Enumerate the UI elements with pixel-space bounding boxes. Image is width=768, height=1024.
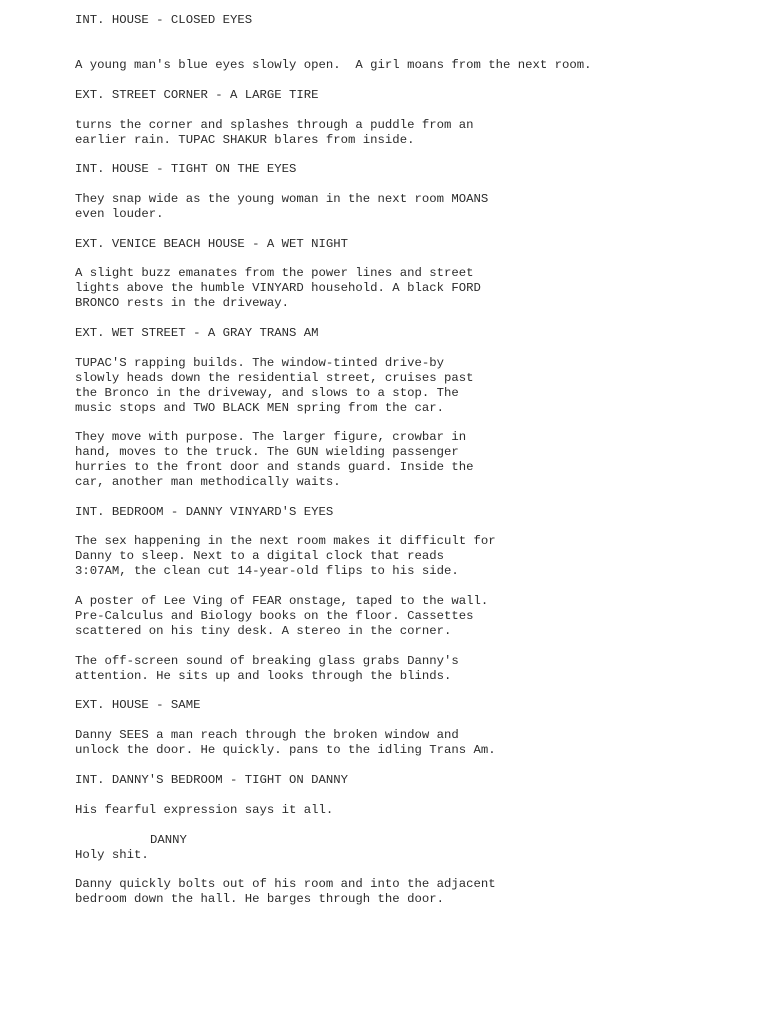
action-line: Danny to sleep. Next to a digital clock that reads <box>75 549 444 563</box>
scene-heading: EXT. HOUSE - SAME <box>75 698 201 712</box>
character-name: DANNY <box>150 833 187 847</box>
action-line: A poster of Lee Ving of FEAR onstage, taped to the wall. <box>75 594 489 608</box>
action-line: TUPAC'S rapping builds. The window-tinted drive-by <box>75 356 444 370</box>
action-line: Danny SEES a man reach through the broken window and <box>75 728 459 742</box>
scene-heading: INT. HOUSE - CLOSED EYES <box>75 13 253 27</box>
action-line: The sex happening in the next room makes it difficult for <box>75 534 496 548</box>
action-line: A slight buzz emanates from the power lines and street <box>75 266 474 280</box>
action-line: turns the corner and splashes through a puddle from an <box>75 118 474 132</box>
action-line: attention. He sits up and looks through the blinds. <box>75 669 452 683</box>
action-line: A young man's blue eyes slowly open. A girl moans from the next room. <box>75 58 592 72</box>
action-line: the Bronco in the driveway, and slows to a stop. The <box>75 386 459 400</box>
dialogue-line: Holy shit. <box>75 848 149 862</box>
action-line: music stops and TWO BLACK MEN spring from the car. <box>75 401 444 415</box>
action-line: unlock the door. He quickly. pans to the idling Trans Am. <box>75 743 496 757</box>
action-line: 3:07AM, the clean cut 14-year-old flips to his side. <box>75 564 459 578</box>
action-line: They snap wide as the young woman in the next room MOANS <box>75 192 489 206</box>
action-line: The off-screen sound of breaking glass grabs Danny's <box>75 654 459 668</box>
scene-heading: EXT. STREET CORNER - A LARGE TIRE <box>75 88 319 102</box>
action-line: scattered on his tiny desk. A stereo in the corner. <box>75 624 452 638</box>
action-line: even louder. <box>75 207 164 221</box>
action-line: lights above the humble VINYARD household. A black FORD <box>75 281 481 295</box>
action-line: His fearful expression says it all. <box>75 803 334 817</box>
scene-heading: EXT. WET STREET - A GRAY TRANS AM <box>75 326 319 340</box>
action-line: Danny quickly bolts out of his room and into the adjacent <box>75 877 496 891</box>
action-line: Pre-Calculus and Biology books on the floor. Cassettes <box>75 609 474 623</box>
action-line: hurries to the front door and stands guard. Inside the <box>75 460 474 474</box>
action-line: earlier rain. TUPAC SHAKUR blares from inside. <box>75 133 415 147</box>
action-line: car, another man methodically waits. <box>75 475 341 489</box>
scene-heading: INT. DANNY'S BEDROOM - TIGHT ON DANNY <box>75 773 349 787</box>
scene-heading: INT. HOUSE - TIGHT ON THE EYES <box>75 162 297 176</box>
action-line: BRONCO rests in the driveway. <box>75 296 290 310</box>
scene-heading: EXT. VENICE BEACH HOUSE - A WET NIGHT <box>75 237 349 251</box>
scene-heading: INT. BEDROOM - DANNY VINYARD'S EYES <box>75 505 334 519</box>
action-line: hand, moves to the truck. The GUN wielding passenger <box>75 445 459 459</box>
action-line: bedroom down the hall. He barges through the door. <box>75 892 444 906</box>
action-line: They move with purpose. The larger figure, crowbar in <box>75 430 467 444</box>
action-line: slowly heads down the residential street, cruises past <box>75 371 474 385</box>
